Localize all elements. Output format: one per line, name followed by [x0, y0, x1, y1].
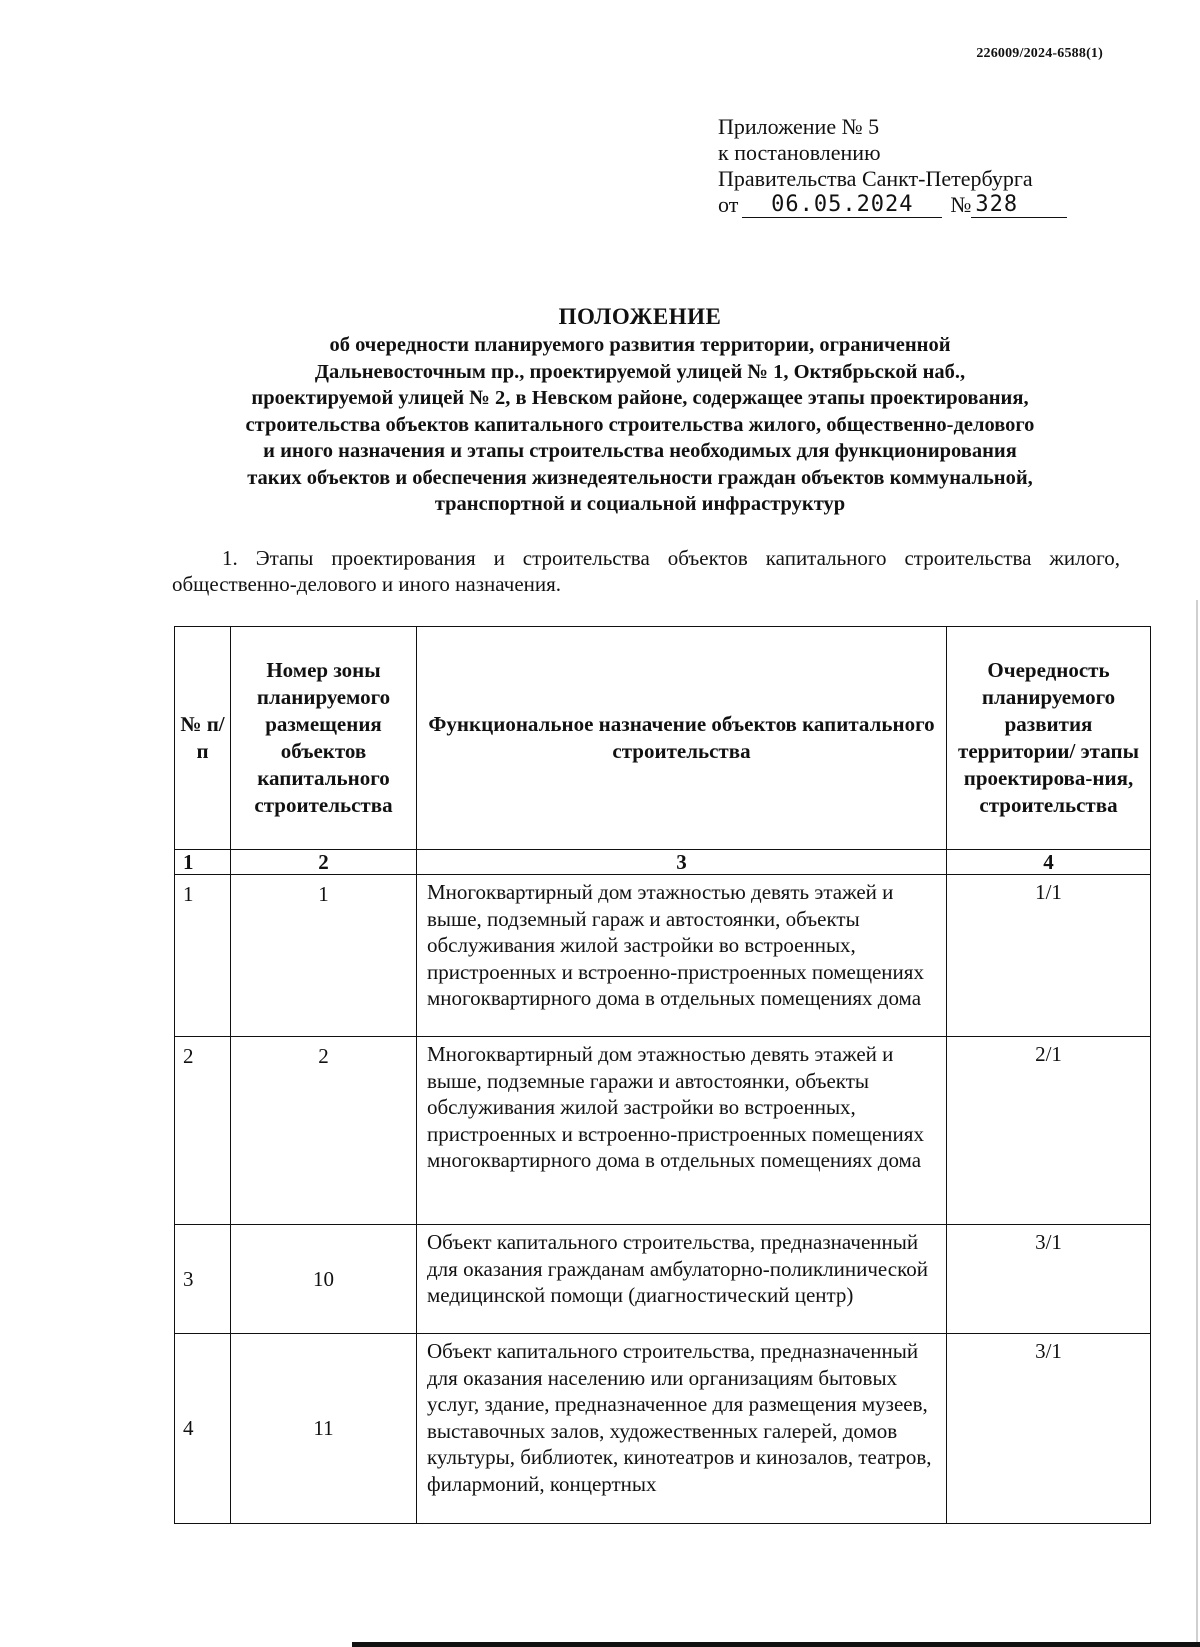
row-stage: 2/1	[947, 1037, 1151, 1225]
from-label: от	[718, 192, 739, 217]
header-number: № п/п	[175, 627, 231, 850]
header-stage: Очередность планируемого развития территории/ этапы проектирова-ния, строительства	[947, 627, 1151, 850]
subtitle-line: таких объектов и обеспечения жизнедеятельности граждан объектов коммунальной,	[247, 466, 1033, 489]
subtitle-line: транспортной и социальной инфраструктур	[434, 493, 846, 515]
subtitle-line: Дальневосточным пр., проектируемой улицей № 1, Октябрьской наб.,	[314, 360, 966, 383]
row-stage: 3/1	[947, 1225, 1151, 1334]
appendix-line-2: к постановлению	[718, 140, 881, 165]
row-stage: 1/1	[947, 875, 1151, 1037]
table-header-row	[175, 627, 1151, 850]
row-number: 2	[175, 1037, 231, 1225]
appendix-line-1: Приложение № 5	[718, 114, 880, 139]
header-purpose: Функциональное назначение объектов капитального строительства	[417, 627, 947, 850]
row-purpose: Объект капитального строительства, предназначенный для оказания гражданам амбулаторно-поликлинической медицинской помощи (диагностический центр)	[417, 1225, 947, 1334]
row-zone: 1	[231, 875, 417, 1037]
column-number: 1	[175, 850, 231, 875]
column-number: 4	[947, 850, 1151, 875]
number-sign: №	[950, 192, 972, 217]
row-purpose: Многоквартирный дом этажностью девять этажей и выше, подземные гаражи и автостоянки, объекты обслуживания жилой застройки во встроенных, пристроенных и встроенно-пристроенных помещениях многоквартирного дома в отдельных помещениях дома	[417, 1037, 947, 1225]
intro-paragraph: 1. Этапы проектирования и строительства объектов капитального строительства жилого, общественно-делового и иного назначения.	[172, 546, 1120, 596]
column-number: 2	[231, 850, 417, 875]
document-title: ПОЛОЖЕНИЕ	[558, 304, 722, 329]
header-zone: Номер зоны планируемого размещения объектов капитального строительства	[231, 627, 417, 850]
column-number-row	[175, 850, 1151, 875]
subtitle-line: и иного назначения и этапы строительства необходимых для функционирования	[263, 440, 1017, 462]
title-block	[160, 302, 1120, 518]
stages-table	[174, 626, 1151, 1524]
table-row	[175, 1037, 1151, 1225]
subtitle-line: проектируемой улицей № 2, в Невском районе, содержащее этапы проектирования,	[251, 387, 1029, 409]
document-code: 226009/2024-6588(1)	[976, 46, 1103, 61]
subtitle-line: об очередности планируемого развития территории, ограниченной	[329, 334, 951, 356]
appendix-line-3: Правительства Санкт-Петербурга	[718, 166, 1033, 191]
row-number: 1	[175, 875, 231, 1037]
row-zone: 11	[231, 1334, 417, 1524]
bottom-scan-edge	[352, 1642, 1200, 1647]
row-zone: 2	[231, 1037, 417, 1225]
table-row	[175, 1334, 1151, 1524]
subtitle-line: строительства объектов капитального строительства жилого, общественно-делового	[245, 413, 1035, 436]
table-row	[175, 875, 1151, 1037]
table-row	[175, 1225, 1151, 1334]
row-number: 3	[175, 1225, 231, 1334]
row-number: 4	[175, 1334, 231, 1524]
appendix-date-line	[718, 192, 1070, 218]
row-zone: 10	[231, 1225, 417, 1334]
scan-edge-shadow	[1196, 600, 1198, 1647]
row-purpose: Многоквартирный дом этажностью девять этажей и выше, подземный гараж и автостоянки, объекты обслуживания жилой застройки во встроенных, пристроенных и встроенно-пристроенных помещениях многоквартирного дома в отдельных помещениях дома	[417, 875, 947, 1037]
column-number: 3	[417, 850, 947, 875]
document-subtitle	[160, 332, 1120, 518]
appendix-header	[718, 114, 1070, 218]
row-stage: 3/1	[947, 1334, 1151, 1524]
resolution-number: 328	[971, 193, 1067, 218]
row-purpose: Объект капитального строительства, предназначенный для оказания населению или организациям бытовых услуг, здание, предназначенное для размещения музеев, выставочных залов, художественных галерей, домов культуры, библиотек, кинотеатров и кинозалов, театров, филармоний, концертных	[417, 1334, 947, 1524]
resolution-date: 06.05.2024	[742, 193, 942, 218]
